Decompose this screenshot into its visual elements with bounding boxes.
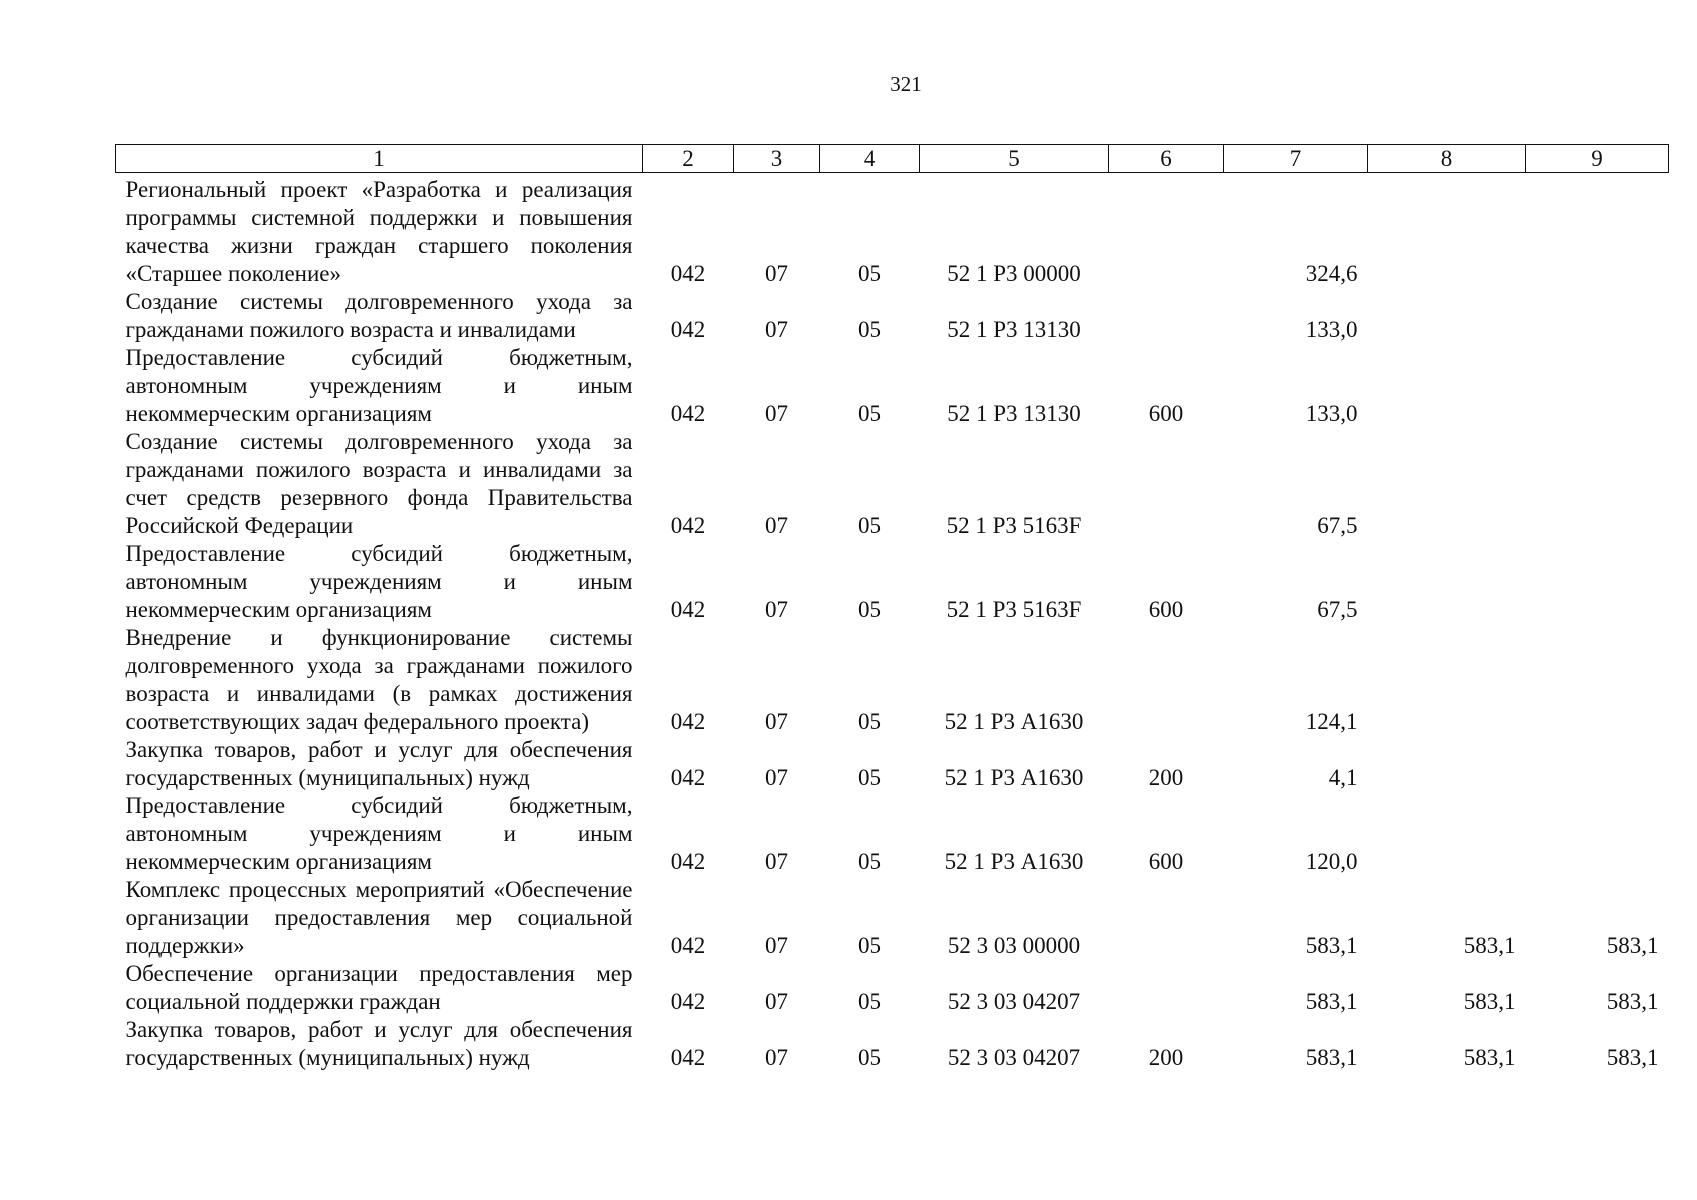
row-name-cell: Комплекс процессных мероприятий «Обеспечение организации предоставления мер социальной поддержки» (125, 877, 633, 958)
row-target-article-cell: 52 3 03 00000 (947, 933, 1081, 958)
row-sum-year2-cell: 583,1 (1463, 933, 1516, 958)
row-target-article-cell: 52 1 Р3 5163F (946, 597, 1082, 622)
table-row (116, 173, 1669, 289)
row-expense-type-cell (1109, 428, 1224, 540)
row-subsection-cell: 05 (858, 933, 881, 958)
table-row (116, 288, 1669, 344)
row-sum-year3-cell (1526, 428, 1669, 540)
row-name-cell: Предоставление субсидий бюджетным, автономным учреждениям и иным некоммерческим организациям (125, 793, 633, 874)
row-section-cell: 07 (765, 513, 788, 538)
budget-table (115, 144, 1669, 1072)
row-sum-year3-cell: 583,1 (1606, 933, 1659, 958)
row-sum-year2-cell (1368, 792, 1526, 876)
row-sum-year3-cell (1526, 540, 1669, 624)
row-target-article-cell: 52 1 Р3 А1630 (944, 765, 1084, 790)
row-grbs-cell: 042 (670, 1045, 706, 1070)
row-target-article-cell: 52 3 03 04207 (947, 1045, 1081, 1070)
row-subsection-cell: 05 (858, 1045, 881, 1070)
header-cell-2: 2 (643, 145, 734, 173)
table-row (116, 960, 1669, 1016)
row-target-article-cell: 52 1 Р3 13130 (947, 401, 1081, 426)
row-subsection-cell: 05 (858, 989, 881, 1014)
row-sum-year2-cell (1368, 736, 1526, 792)
table-header (116, 145, 1669, 173)
row-grbs-cell: 042 (670, 597, 706, 622)
row-sum-year1-cell: 583,1 (1305, 989, 1358, 1014)
row-expense-type-cell: 200 (1148, 1045, 1184, 1070)
row-subsection-cell: 05 (858, 401, 881, 426)
row-sum-year2-cell (1368, 428, 1526, 540)
row-subsection-cell: 05 (858, 597, 881, 622)
row-section-cell: 07 (765, 989, 788, 1014)
row-sum-year1-cell: 67,5 (1317, 513, 1358, 538)
row-section-cell: 07 (765, 1045, 788, 1070)
table-row (116, 876, 1669, 960)
row-expense-type-cell (1109, 876, 1224, 960)
table-row (116, 1016, 1669, 1072)
header-cell-3: 3 (734, 145, 820, 173)
row-target-article-cell: 52 1 Р3 5163F (946, 513, 1082, 538)
row-sum-year2-cell (1368, 540, 1526, 624)
table-row (116, 540, 1669, 624)
row-sum-year1-cell: 583,1 (1305, 1045, 1358, 1070)
row-grbs-cell: 042 (670, 933, 706, 958)
row-sum-year3-cell (1526, 792, 1669, 876)
row-subsection-cell: 05 (858, 513, 881, 538)
header-cell-8: 8 (1368, 145, 1526, 173)
row-subsection-cell: 05 (858, 765, 881, 790)
row-sum-year1-cell: 67,5 (1317, 597, 1358, 622)
row-section-cell: 07 (765, 317, 788, 342)
row-expense-type-cell: 600 (1148, 401, 1184, 426)
row-sum-year1-cell: 583,1 (1305, 933, 1358, 958)
row-expense-type-cell: 200 (1148, 765, 1184, 790)
table-row (116, 344, 1669, 428)
row-subsection-cell: 05 (858, 709, 881, 734)
table-row (116, 792, 1669, 876)
row-subsection-cell: 05 (858, 849, 881, 874)
row-sum-year2-cell (1368, 173, 1526, 289)
row-name-cell: Предоставление субсидий бюджетным, автономным учреждениям и иным некоммерческим организациям (125, 541, 633, 622)
row-sum-year3-cell (1526, 288, 1669, 344)
row-grbs-cell: 042 (670, 765, 706, 790)
row-target-article-cell: 52 1 Р3 00000 (947, 261, 1081, 286)
row-sum-year3-cell (1526, 344, 1669, 428)
row-name-cell: Внедрение и функционирование системы долговременного ухода за гражданами пожилого возраста и инвалидами (в рамках достижения соответствующих задач федерального проекта) (125, 625, 633, 734)
row-sum-year1-cell: 133,0 (1305, 401, 1358, 426)
row-expense-type-cell (1109, 960, 1224, 1016)
row-target-article-cell: 52 1 Р3 А1630 (944, 709, 1084, 734)
row-grbs-cell: 042 (670, 401, 706, 426)
row-target-article-cell: 52 3 03 04207 (947, 989, 1081, 1014)
row-sum-year2-cell: 583,1 (1463, 1045, 1516, 1070)
row-sum-year3-cell (1526, 173, 1669, 289)
table-body (116, 173, 1669, 1073)
row-expense-type-cell (1109, 173, 1224, 289)
row-name-cell: Закупка товаров, работ и услуг для обеспечения государственных (муниципальных) нужд (125, 1017, 633, 1070)
row-sum-year2-cell (1368, 344, 1526, 428)
row-sum-year2-cell: 583,1 (1463, 989, 1516, 1014)
row-expense-type-cell (1109, 624, 1224, 736)
row-section-cell: 07 (765, 765, 788, 790)
header-cell-6: 6 (1109, 145, 1224, 173)
row-name-cell: Региональный проект «Разработка и реализация программы системной поддержки и повышения качества жизни граждан старшего поколения «Старшее поколение» (125, 177, 633, 286)
row-sum-year2-cell (1368, 624, 1526, 736)
row-grbs-cell: 042 (670, 849, 706, 874)
row-subsection-cell: 05 (858, 317, 881, 342)
row-name-cell: Закупка товаров, работ и услуг для обеспечения государственных (муниципальных) нужд (125, 737, 633, 790)
row-grbs-cell: 042 (670, 513, 706, 538)
header-cell-1: 1 (116, 145, 643, 173)
row-section-cell: 07 (765, 849, 788, 874)
row-expense-type-cell (1109, 288, 1224, 344)
row-sum-year3-cell: 583,1 (1606, 989, 1659, 1014)
row-name-cell: Обеспечение организации предоставления мер социальной поддержки граждан (125, 961, 633, 1014)
row-grbs-cell: 042 (670, 317, 706, 342)
table-row (116, 736, 1669, 792)
row-grbs-cell: 042 (670, 989, 706, 1014)
row-grbs-cell: 042 (670, 709, 706, 734)
row-section-cell: 07 (765, 261, 788, 286)
row-section-cell: 07 (765, 401, 788, 426)
row-subsection-cell: 05 (858, 261, 881, 286)
header-cell-4: 4 (820, 145, 920, 173)
row-sum-year1-cell: 133,0 (1305, 317, 1358, 342)
row-sum-year1-cell: 124,1 (1305, 709, 1358, 734)
row-target-article-cell: 52 1 Р3 А1630 (944, 849, 1084, 874)
row-grbs-cell: 042 (670, 261, 706, 286)
row-target-article-cell: 52 1 Р3 13130 (947, 317, 1081, 342)
row-sum-year1-cell: 324,6 (1305, 261, 1358, 286)
row-sum-year3-cell (1526, 624, 1669, 736)
row-sum-year1-cell: 120,0 (1305, 849, 1358, 874)
row-sum-year3-cell: 583,1 (1606, 1045, 1659, 1070)
page-number: 321 (890, 72, 922, 96)
header-cell-7: 7 (1224, 145, 1368, 173)
row-name-cell: Предоставление субсидий бюджетным, автономным учреждениям и иным некоммерческим организациям (125, 345, 633, 426)
row-name-cell: Создание системы долговременного ухода за гражданами пожилого возраста и инвалидами за счет средств резервного фонда Правительства Российской Федерации (125, 429, 633, 538)
row-section-cell: 07 (765, 933, 788, 958)
header-cell-5: 5 (920, 145, 1109, 173)
header-row (116, 145, 1669, 173)
row-expense-type-cell: 600 (1148, 597, 1184, 622)
row-section-cell: 07 (765, 709, 788, 734)
row-sum-year3-cell (1526, 736, 1669, 792)
header-cell-9: 9 (1526, 145, 1669, 173)
table-row (116, 624, 1669, 736)
table-row (116, 428, 1669, 540)
row-name-cell: Создание системы долговременного ухода за гражданами пожилого возраста и инвалидами (125, 289, 633, 342)
row-expense-type-cell: 600 (1148, 849, 1184, 874)
row-section-cell: 07 (765, 597, 788, 622)
row-sum-year1-cell: 4,1 (1328, 765, 1358, 790)
row-sum-year2-cell (1368, 288, 1526, 344)
